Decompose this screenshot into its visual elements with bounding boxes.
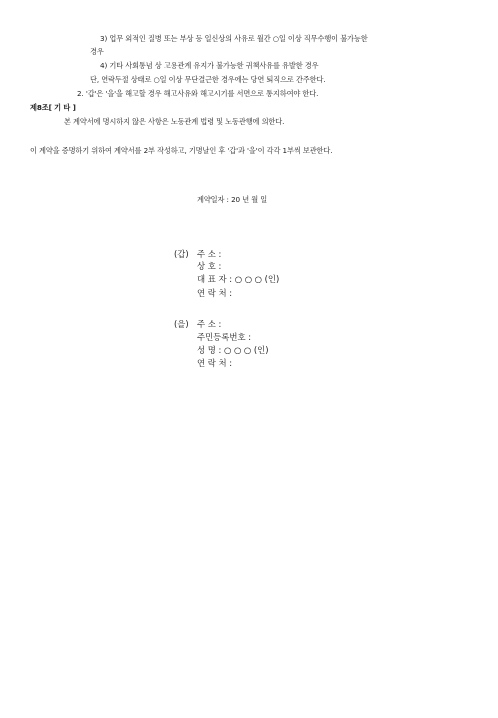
party-a-contact: 연 락 처 : — [197, 288, 233, 298]
clause-item4-line2: 단, 연락두절 상태로 ○일 이상 무단결근한 경우에는 당연 퇴직으로 간주한다. — [90, 75, 326, 84]
party-a-company: 상 호 : — [197, 261, 222, 271]
party-a-address: 주 소 : — [197, 249, 222, 259]
clause-item3-line2: 경우 — [90, 47, 104, 56]
article8-heading: 제8조[ 기 타 ] — [30, 103, 76, 112]
party-b-marker: (을) — [174, 319, 189, 329]
party-b-address: 주 소 : — [197, 319, 222, 329]
clause-paragraph-2: 2. '갑'은 '을'을 해고할 경우 해고사유와 해고시기를 서면으로 통지하여야 한다. — [77, 89, 319, 98]
clause-item3-line1: 3) 업무 외적인 질병 또는 부상 등 일신상의 사유로 월간 ○일 이상 직무수행이 불가능한 — [100, 34, 368, 43]
party-b-resident-number: 주민등록번호 : — [197, 332, 252, 342]
party-b-contact: 연 락 처 : — [197, 358, 233, 368]
party-a-ceo: 대 표 자 : ○ ○ ○ (인) — [197, 274, 280, 284]
contract-date: 계약일자 : 20 년 월 일 — [197, 195, 268, 204]
article8-body: 본 계약서에 명시하지 않은 사항은 노동관계 법령 및 노동관행에 의한다. — [64, 117, 285, 126]
party-a-marker: (갑) — [174, 249, 189, 259]
party-b-name: 성 명 : ○ ○ ○ (인) — [197, 345, 269, 355]
closing-statement: 이 계약을 증명하기 위하여 계약서를 2부 작성하고, 기명날인 후 '갑'과 '을'이 각각 1부씩 보관한다. — [30, 146, 333, 155]
clause-item4-line1: 4) 기타 사회통념 상 고용관계 유지가 불가능한 귀책사유를 유발한 경우 — [100, 61, 319, 70]
